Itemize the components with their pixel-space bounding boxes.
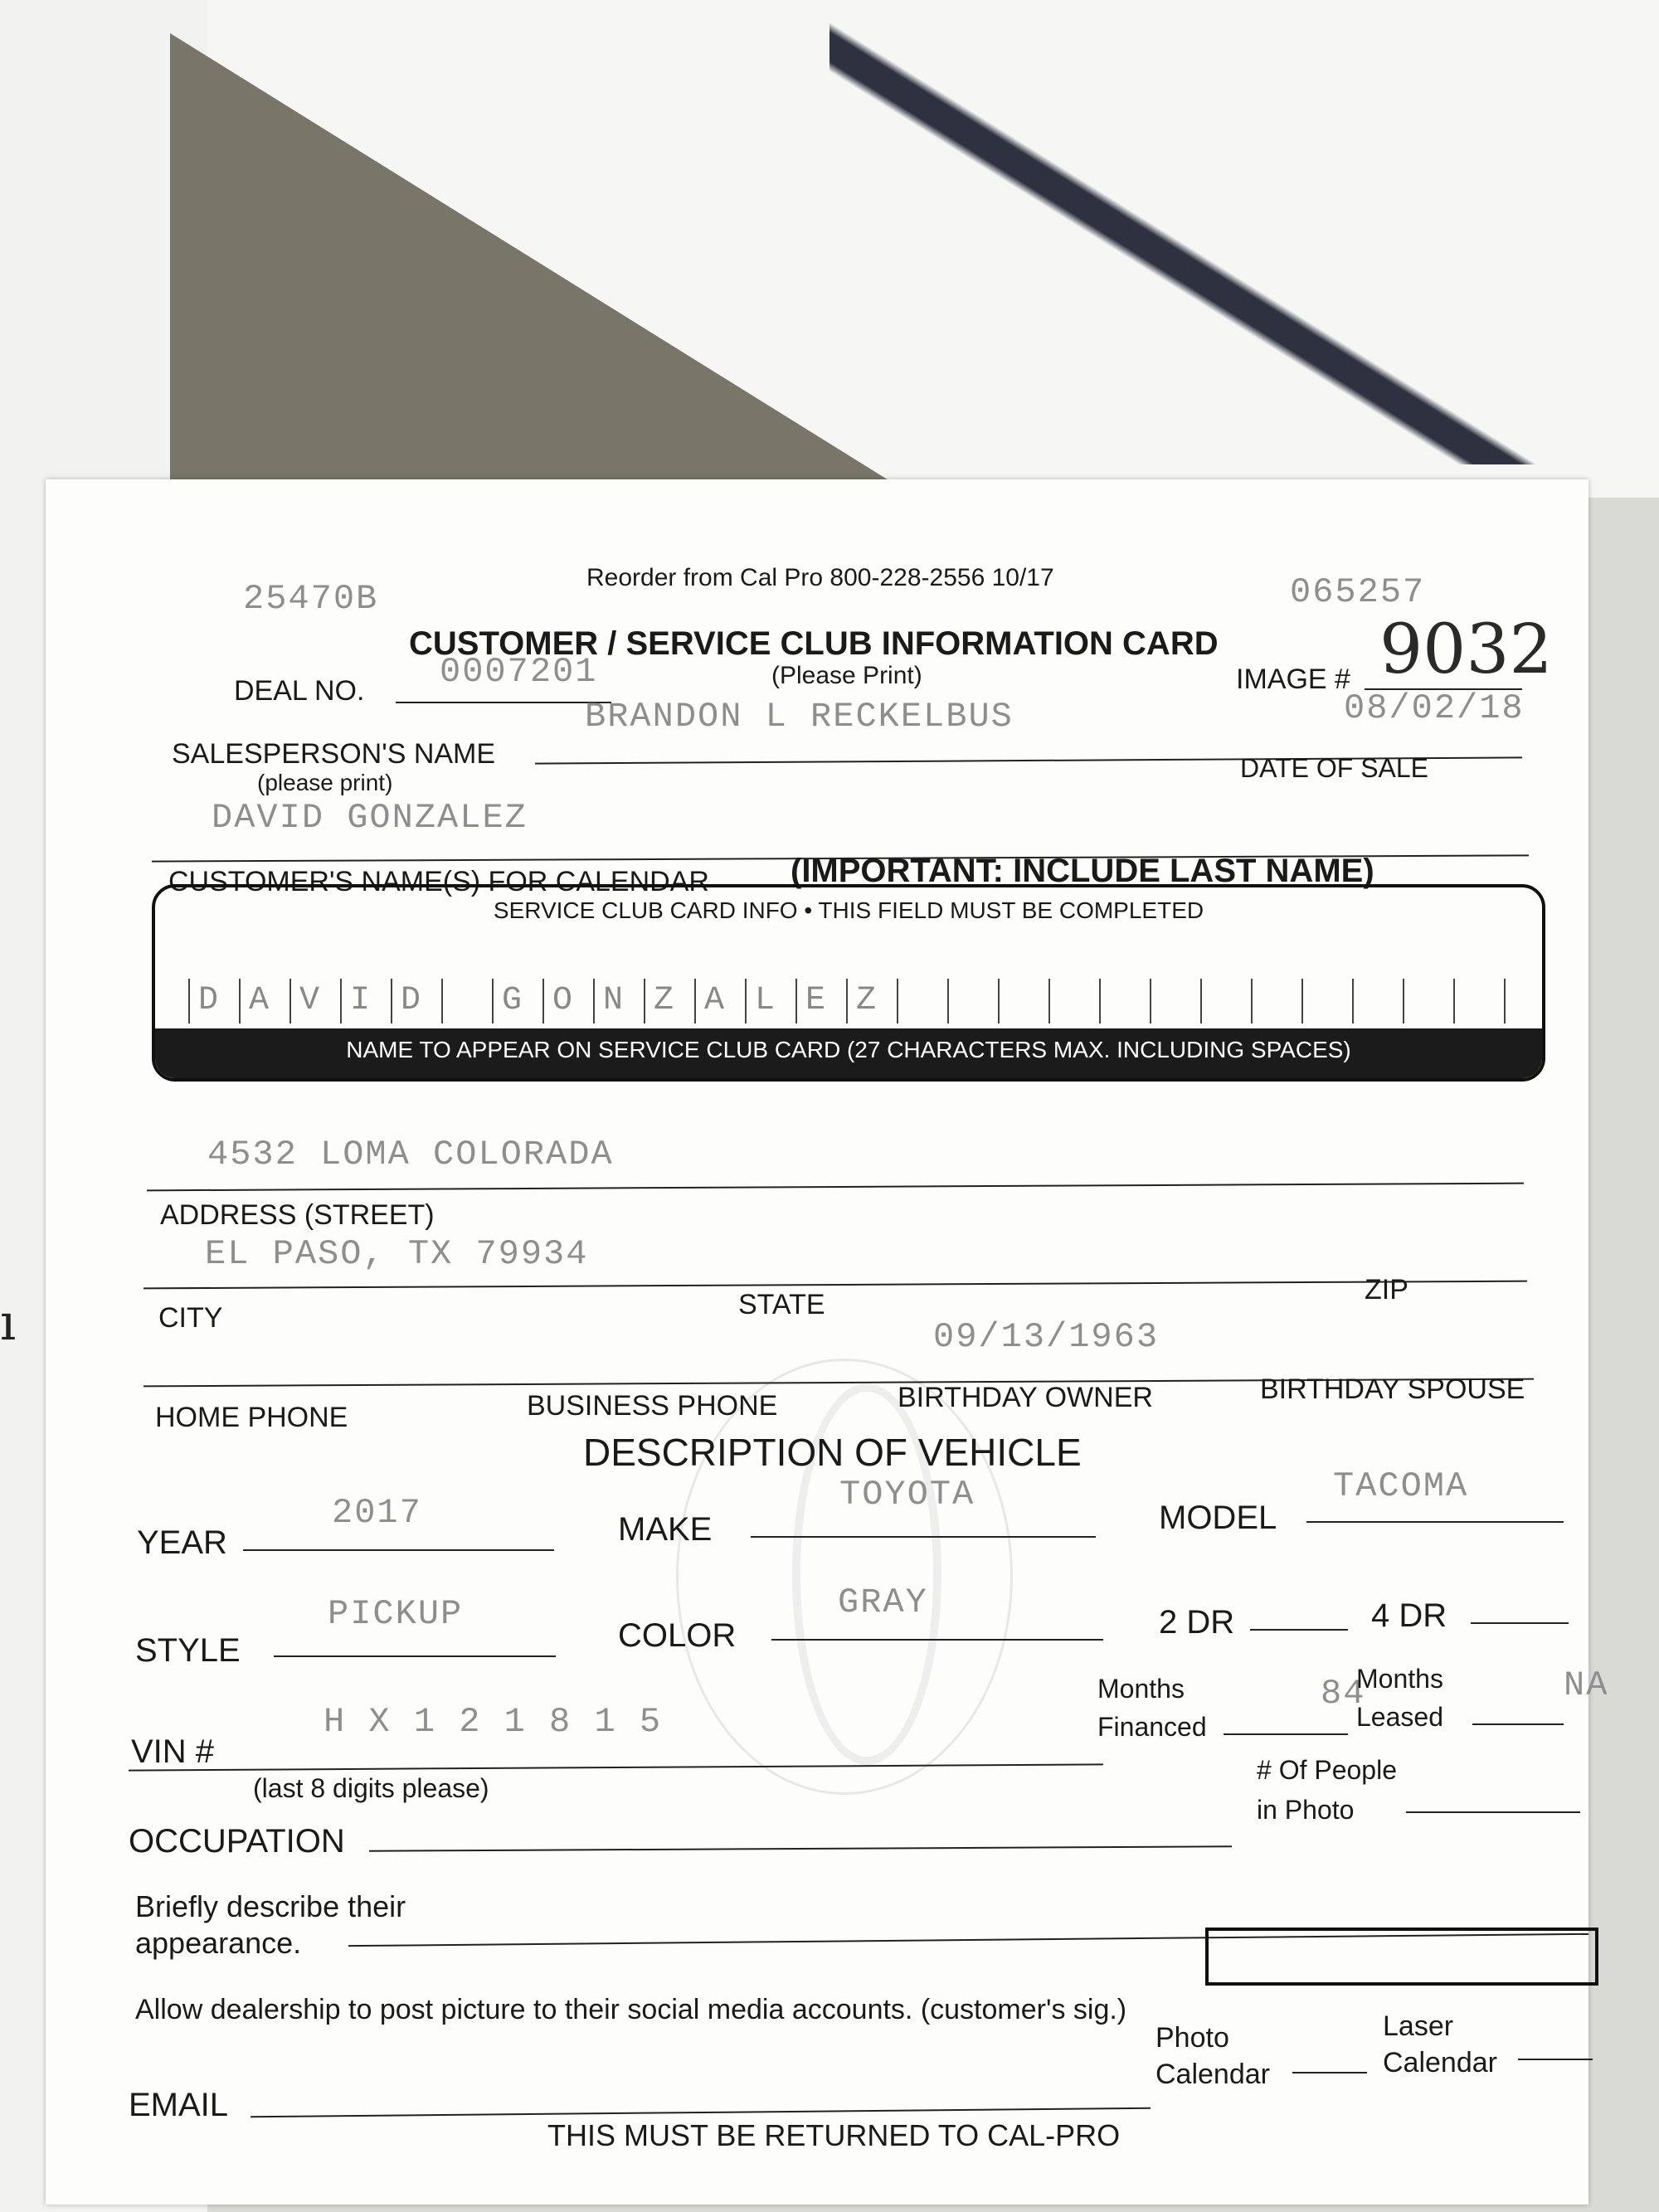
style-line xyxy=(274,1655,556,1657)
salesperson-value[interactable]: BRANDON L RECKELBUS xyxy=(585,697,1014,737)
months-leased-value[interactable]: NA xyxy=(1564,1665,1609,1705)
months-financed-label-2: Financed xyxy=(1097,1712,1207,1742)
char-slot[interactable] xyxy=(897,979,947,1023)
appearance-label-1: Briefly describe their xyxy=(135,1889,406,1923)
people-in-photo-label-1: # Of People xyxy=(1257,1755,1397,1785)
char-slot[interactable] xyxy=(1251,979,1301,1023)
birthday-spouse-label: BIRTHDAY SPOUSE xyxy=(1260,1373,1525,1405)
card-name-slots[interactable] xyxy=(188,979,1545,1023)
make-line xyxy=(751,1536,1096,1538)
appearance-label-2: appearance. xyxy=(135,1926,302,1960)
char-slot[interactable] xyxy=(1504,979,1545,1023)
color-value[interactable]: GRAY xyxy=(838,1582,928,1622)
service-club-box-header: SERVICE CLUB CARD INFO • THIS FIELD MUST BE COMPLETED xyxy=(493,897,1204,923)
background-pen-mark: ı xyxy=(0,1294,17,1352)
vin-hint: (last 8 digits please) xyxy=(253,1773,489,1803)
address-label: ADDRESS (STREET) xyxy=(160,1199,435,1231)
months-financed-label-1: Months xyxy=(1097,1674,1185,1704)
information-card xyxy=(46,479,1609,2205)
state-label: STATE xyxy=(738,1289,825,1320)
deal-no-value[interactable]: 0007201 xyxy=(440,652,598,692)
customer-signature-box[interactable] xyxy=(1205,1928,1598,1986)
salesperson-label: SALESPERSON'S NAME xyxy=(172,738,496,770)
char-slot[interactable] xyxy=(1150,979,1200,1023)
laser-calendar-label-2: Calendar xyxy=(1383,2047,1497,2078)
char-slot[interactable]: A xyxy=(239,979,289,1023)
months-leased-label-1: Months xyxy=(1356,1664,1443,1694)
city-line xyxy=(144,1281,1527,1290)
important-note: (IMPORTANT: INCLUDE LAST NAME) xyxy=(791,853,1374,889)
photo-calendar-label-2: Calendar xyxy=(1155,2059,1270,2090)
color-label: COLOR xyxy=(618,1617,737,1654)
char-slot[interactable] xyxy=(947,979,998,1023)
four-door-label: 4 DR xyxy=(1371,1597,1447,1634)
date-of-sale-value[interactable]: 08/02/18 xyxy=(1344,688,1525,728)
please-print-small: (please print) xyxy=(257,770,393,795)
city-label: CITY xyxy=(158,1302,223,1334)
laser-calendar-label-1: Laser xyxy=(1383,2010,1454,2042)
vin-line xyxy=(129,1763,1103,1771)
birthday-owner-label: BIRTHDAY OWNER xyxy=(898,1382,1153,1413)
email-label: EMAIL xyxy=(129,2087,229,2123)
two-door-line xyxy=(1250,1629,1348,1631)
photo-calendar-label-1: Photo xyxy=(1155,2022,1229,2054)
image-no-handwritten[interactable]: 9032 xyxy=(1379,610,1553,689)
year-label: YEAR xyxy=(137,1524,227,1561)
char-slot[interactable]: N xyxy=(593,979,644,1023)
model-value[interactable]: TACOMA xyxy=(1333,1466,1469,1506)
make-label: MAKE xyxy=(618,1511,713,1548)
vehicle-heading: DESCRIPTION OF VEHICLE xyxy=(583,1431,1082,1474)
home-phone-label: HOME PHONE xyxy=(155,1402,348,1433)
vin-label: VIN # xyxy=(131,1733,215,1770)
char-slot[interactable]: V xyxy=(289,979,340,1023)
model-label: MODEL xyxy=(1159,1500,1277,1536)
char-slot[interactable]: Z xyxy=(846,979,897,1023)
please-print-note: (Please Print) xyxy=(771,662,922,689)
date-of-sale-label: DATE OF SALE xyxy=(1240,753,1429,783)
photo-calendar-line xyxy=(1292,2072,1367,2073)
char-slot[interactable]: I xyxy=(340,979,391,1023)
four-door-line xyxy=(1471,1622,1569,1624)
occupation-line xyxy=(369,1845,1232,1851)
deal-no-line xyxy=(396,702,611,703)
months-financed-line xyxy=(1224,1733,1348,1735)
card-title: CUSTOMER / SERVICE CLUB INFORMATION CARD xyxy=(409,625,1219,662)
email-line xyxy=(251,2107,1151,2117)
return-footer: THIS MUST BE RETURNED TO CAL-PRO xyxy=(547,2118,1121,2152)
reorder-text: Reorder from Cal Pro 800-228-2556 10/17 xyxy=(586,564,1054,591)
char-slot[interactable]: D xyxy=(188,979,239,1023)
address-line xyxy=(147,1183,1524,1192)
social-media-consent: Allow dealership to post picture to their social media accounts. (customer's sig.) xyxy=(135,1994,1127,2025)
char-slot[interactable] xyxy=(1099,979,1150,1023)
char-slot[interactable] xyxy=(998,979,1048,1023)
char-slot[interactable]: E xyxy=(795,979,846,1023)
people-in-photo-label-2: in Photo xyxy=(1257,1795,1355,1825)
business-phone-label: BUSINESS PHONE xyxy=(527,1390,778,1422)
char-slot[interactable]: O xyxy=(542,979,593,1023)
form-number-left: 25470B xyxy=(243,579,379,619)
city-state-zip-value[interactable]: EL PASO, TX 79934 xyxy=(205,1234,589,1274)
customer-names-value[interactable]: DAVID GONZALEZ xyxy=(212,798,528,838)
months-leased-label-2: Leased xyxy=(1356,1702,1443,1732)
char-slot[interactable] xyxy=(1200,979,1251,1023)
service-club-card-box xyxy=(152,884,1545,1082)
service-club-box-footer: NAME TO APPEAR ON SERVICE CLUB CARD (27 CHARACTERS MAX. INCLUDING SPACES) xyxy=(346,1037,1351,1062)
deal-no-label: DEAL NO. xyxy=(234,675,365,707)
char-slot[interactable]: A xyxy=(694,979,745,1023)
year-value[interactable]: 2017 xyxy=(332,1493,422,1533)
laser-calendar-line xyxy=(1518,2059,1593,2060)
char-slot[interactable]: G xyxy=(492,979,542,1023)
people-in-photo-line xyxy=(1406,1811,1580,1813)
image-no-label: IMAGE # xyxy=(1236,664,1350,695)
address-value[interactable]: 4532 LOMA COLORADA xyxy=(207,1135,614,1174)
occupation-label: OCCUPATION xyxy=(129,1823,345,1860)
char-slot[interactable]: L xyxy=(745,979,795,1023)
color-line xyxy=(771,1639,1103,1641)
char-slot[interactable] xyxy=(1453,979,1504,1023)
char-slot[interactable]: D xyxy=(391,979,441,1023)
char-slot[interactable] xyxy=(1301,979,1352,1023)
service-club-box-footer-bar xyxy=(155,1028,1542,1078)
vin-value[interactable]: H X 1 2 1 8 1 5 xyxy=(324,1702,663,1742)
form-number-right: 065257 xyxy=(1290,572,1426,612)
style-value[interactable]: PICKUP xyxy=(328,1594,464,1634)
char-slot[interactable]: Z xyxy=(644,979,694,1023)
birthday-owner-value[interactable]: 09/13/1963 xyxy=(933,1317,1160,1357)
two-door-label: 2 DR xyxy=(1159,1604,1235,1641)
months-leased-line xyxy=(1472,1723,1564,1725)
months-financed-value[interactable]: 84 xyxy=(1321,1674,1366,1714)
char-slot[interactable] xyxy=(1048,979,1099,1023)
year-line xyxy=(243,1549,554,1551)
model-line xyxy=(1306,1521,1564,1523)
customer-names-label: CUSTOMER'S NAME(S) FOR CALENDAR xyxy=(168,866,709,897)
style-label: STYLE xyxy=(135,1632,241,1669)
char-slot[interactable] xyxy=(1352,979,1403,1023)
zip-label: ZIP xyxy=(1365,1274,1408,1305)
char-slot[interactable] xyxy=(1403,979,1453,1023)
char-slot[interactable] xyxy=(441,979,492,1023)
make-value[interactable]: TOYOTA xyxy=(839,1475,975,1514)
background-folder-edge xyxy=(830,0,1659,464)
